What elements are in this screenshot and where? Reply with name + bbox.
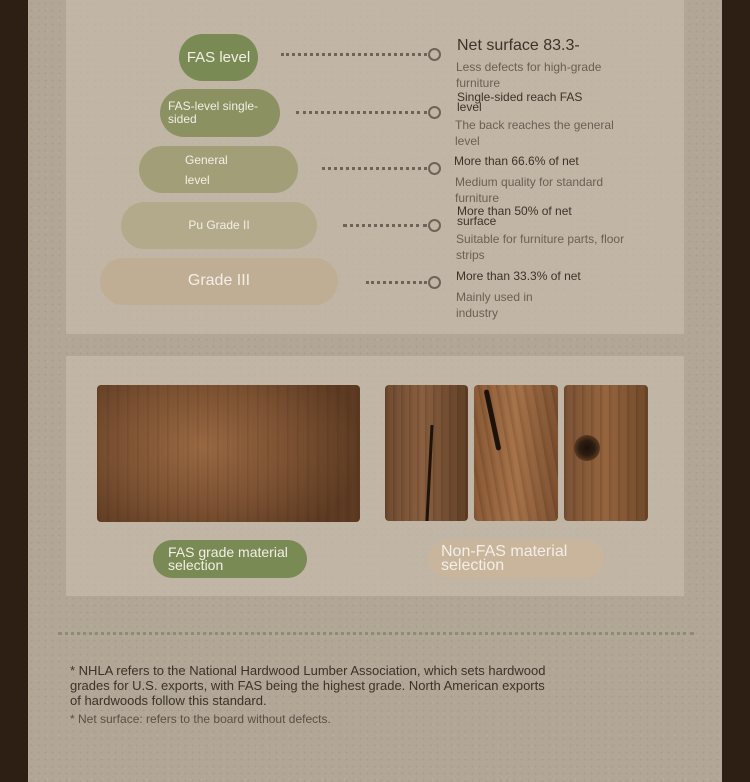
grade-description: Mainly used in industry [456, 290, 533, 320]
leader-line [366, 281, 427, 284]
section-divider [58, 632, 694, 635]
grade-pill-label: General level [185, 152, 228, 187]
grade-title: Net surface 83.3- [457, 37, 580, 54]
leader-line [281, 53, 427, 56]
nonfas-wood-photo-knot [564, 385, 648, 521]
grade-pill-label: Pu Grade II [188, 218, 250, 233]
grade-title: Single-sided reach FAS level [457, 90, 583, 114]
nonfas-wood-photo-split [474, 385, 558, 521]
footnote-nhla: * NHLA refers to the National Hardwood Lumber Association, which sets hardwood grades for U.S. exports, with FAS being the highest grade. North American exports of hardwoods follow this standard. [70, 663, 546, 708]
grade-description: The back reaches the general level [455, 118, 614, 148]
grade-title: More than 33.3% of net [456, 269, 581, 283]
ring-marker [428, 48, 441, 61]
grade-pill-label: Grade III [187, 272, 251, 290]
grade-pill-fas-single [160, 89, 280, 137]
leader-line [322, 167, 427, 170]
grade-title: More than 66.6% of net [454, 154, 579, 168]
nonfas-selection-badge [429, 540, 604, 578]
grade-pill-second [121, 202, 317, 249]
footnote-net-surface: * Net surface: refers to the board without defects. [70, 712, 331, 726]
fas-selection-label: FAS grade material selection [168, 544, 288, 573]
grade-pill-fas [179, 34, 258, 81]
ring-marker [428, 276, 441, 289]
leader-line [296, 111, 427, 114]
grade-description: Less defects for high-grade furniture [456, 60, 602, 90]
grade-title: More than 50% of net surface [457, 204, 572, 228]
knot-mark [574, 435, 600, 461]
grade-pill-label: FAS level [186, 48, 251, 66]
split-mark [484, 389, 502, 451]
grade-pill-general [139, 146, 298, 193]
grade-pill-third [100, 258, 338, 305]
fas-selection-badge [153, 540, 307, 578]
ring-marker [428, 106, 441, 119]
crack-mark [425, 425, 433, 521]
ring-marker [428, 162, 441, 175]
fas-wood-photo [97, 385, 360, 522]
ring-marker [428, 219, 441, 232]
grade-pill-label: FAS-level single-sided [168, 99, 259, 126]
grade-description: Suitable for furniture parts, floor strips [456, 232, 625, 262]
nonfas-wood-photo-crack [385, 385, 468, 521]
nonfas-selection-label: Non-FAS material selection [441, 543, 568, 574]
leader-line [343, 224, 427, 227]
grade-description: Medium quality for standard furniture [455, 175, 604, 205]
